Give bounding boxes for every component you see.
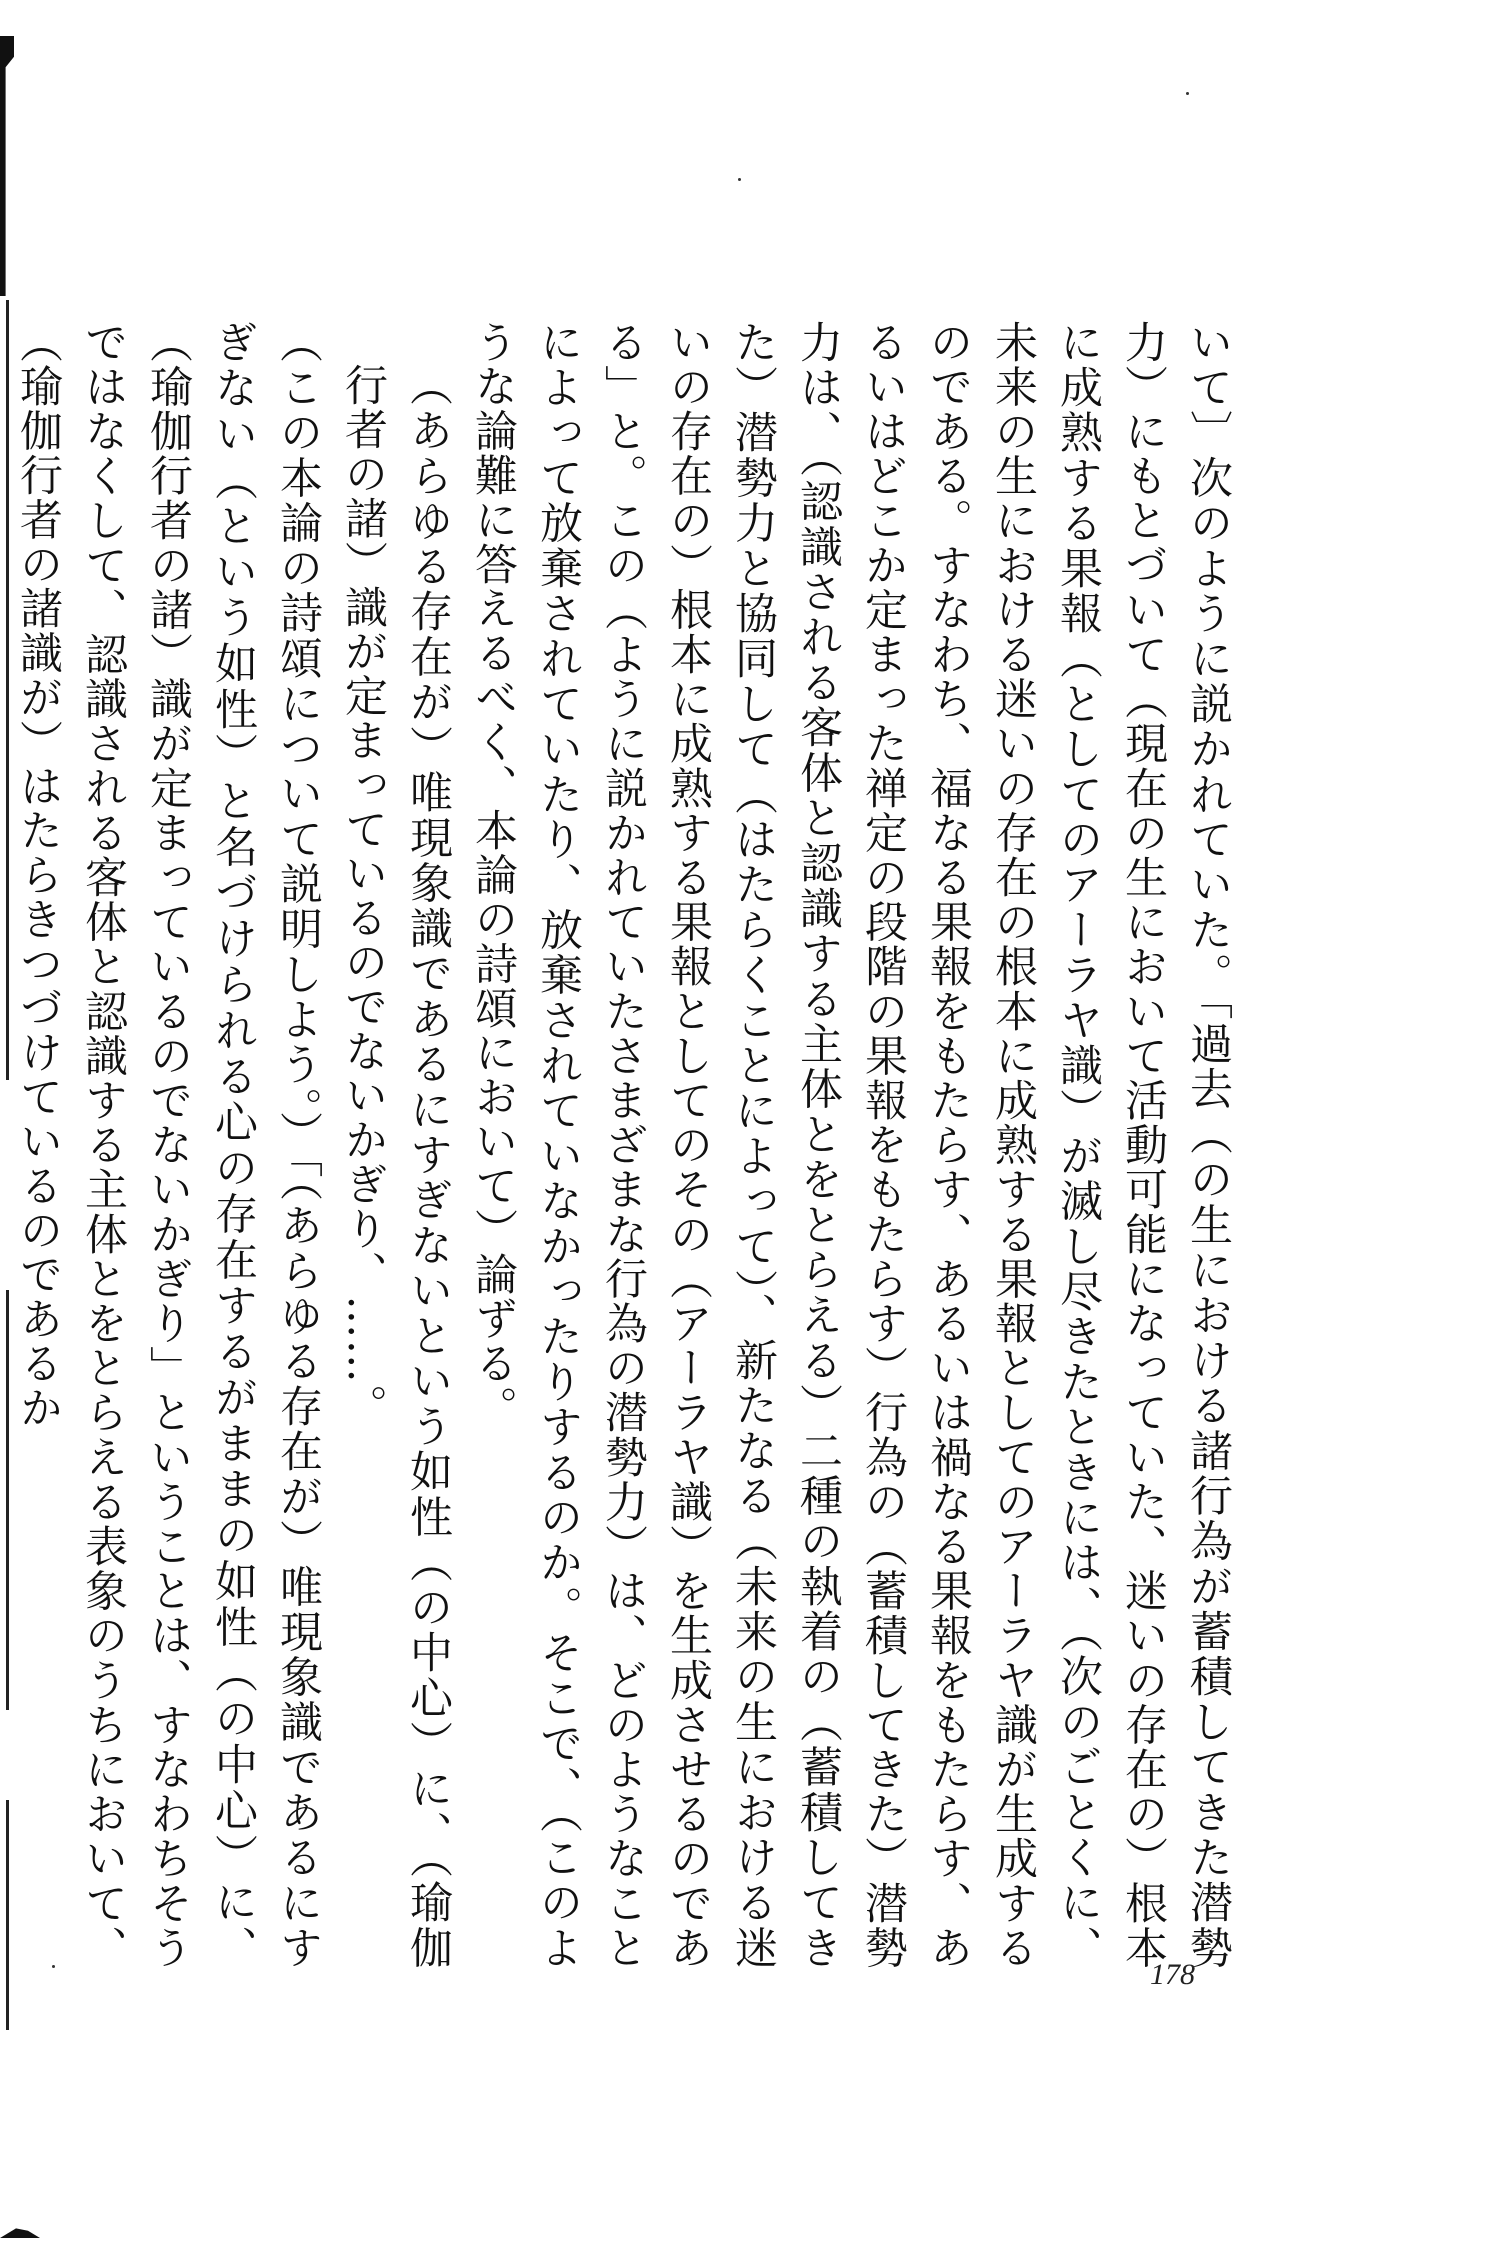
paragraph-2: （この本論の詩頌について説明しよう。）「（あらゆる存在が）唯現象識であるにすぎない（という如性）と名づけられる心の存在するがままの如性（の中心）に、（瑜伽行者の諸）識が定まっているのでないかぎり」ということは、すなわちそうではなくして、認識される客体と認識する主体とをとらえる表象のうちにおいて、（瑜伽行者の諸識が）はたらきつづけているのであるか (13, 320, 323, 1970)
scan-speck (738, 178, 741, 181)
main-text (13, 320, 1240, 1970)
scan-edge-mark-top (0, 36, 14, 296)
verse-block: （あらゆる存在が）唯現象識であるにすぎないという如性（の中心）に、（瑜伽行者の諸）識が定まっているのでないかぎり、……。 (338, 363, 453, 1970)
page-number: 178 (1150, 1958, 1195, 1991)
scan-speck (1186, 92, 1189, 95)
paragraph-1: いて〕次のように説かれていた。「過去（の生における諸行為が蓄積してきた潜勢力）にもとづいて（現在の生において活動可能になっていた、迷いの存在の）根本に成熟する果報（としてのアーラヤ識）が滅し尽きたときには、（次のごとくに、未来の生における迷いの存在の根本に成熟する果報としてのアーラヤ識が生成するのである。すなわち、福なる果報をもたらす、あるいは禍なる果報をもたらす、あるいはどこか定まった禅定の段階の果報をもたらす）行為の（蓄積してきた）潜勢力は、（認識される客体と認識する主体とをとらえる）二種の執着の（蓄積してきた）潜勢力と協同して（はたらくことによって）、新たなる（未来の生における迷いの存在の）根本に成熟する果報としてのその（アーラヤ識）を生成させるのである」と。この（ように説かれていたさまざまな行為の潜勢力）は、どのようなことによって放棄されていたり、放棄されていなかったりするのか。そこで、（このような論難に答えるべく、本論の詩頌において）論ずる。 (468, 320, 1233, 1970)
scan-edge-mark-bottom (0, 2226, 40, 2238)
